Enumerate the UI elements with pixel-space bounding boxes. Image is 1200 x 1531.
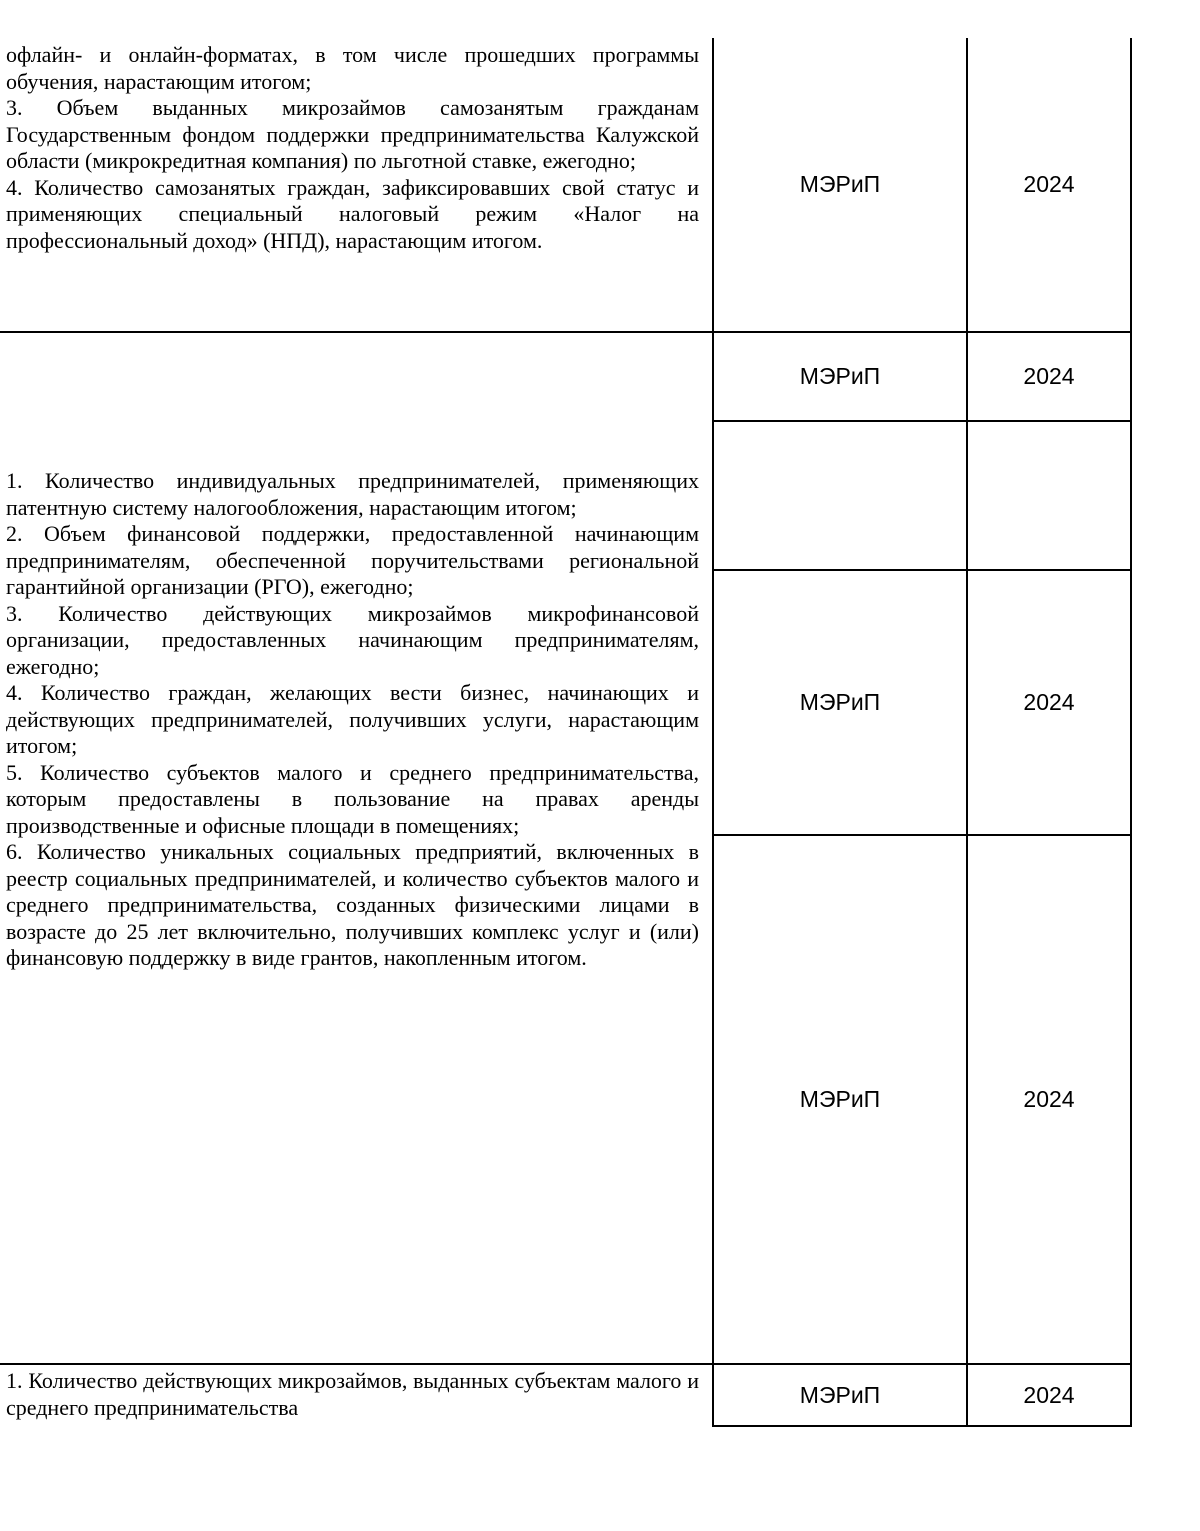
indicator-item: 1. Количество индивидуальных предпринимателей, применяющих патентную систему налогообложения, нарастающим итогом;	[6, 468, 699, 520]
executor-cell: МЭРиП	[799, 689, 881, 715]
indicator-item: 3. Объем выданных микрозаймов самозанятым гражданам Государственным фондом поддержки предпринимательства Калужской области (микрокредитная компания) по льготной ставке, ежегодно;	[6, 95, 699, 173]
indicators-block-1	[6, 42, 699, 254]
year-cell: 2024	[1023, 171, 1075, 197]
executor-cell: МЭРиП	[799, 363, 881, 389]
indicator-item: 1. Количество действующих микрозаймов, выданных субъектам малого и среднего предпринимательства	[6, 1368, 699, 1420]
year-cell	[968, 422, 1130, 569]
indicator-item: офлайн- и онлайн-форматах, в том числе прошедших программы обучения, нарастающим итогом;	[6, 42, 699, 94]
executor-cell: МЭРиП	[799, 1381, 881, 1408]
executor-cell: МЭРиП	[799, 1086, 881, 1112]
year-cell: 2024	[1023, 1381, 1075, 1408]
indicators-block-3	[6, 1368, 699, 1421]
row-divider	[712, 1425, 1132, 1427]
year-cell: 2024	[1023, 1086, 1075, 1112]
indicator-item: 5. Количество субъектов малого и среднего предпринимательства, которым предоставлены в пользование на правах аренды производственные и офисные площади в помещениях;	[6, 759, 699, 838]
executor-cell	[714, 422, 966, 569]
indicator-item: 6. Количество уникальных социальных предприятий, включенных в реестр социальных предпринимателей, и количество субъектов малого и среднего предпринимательства, созданных физическими лицами в возрасте до 25 лет включительно, получивших комплекс услуг и (или) финансовую поддержку в виде грантов, накопленным итогом.	[6, 839, 699, 970]
year-cell: 2024	[1023, 363, 1075, 389]
year-cell: 2024	[1023, 689, 1075, 715]
indicator-item: 2. Объем финансовой поддержки, предоставленной начинающим предпринимателям, обеспеченной поручительствами региональной гарантийной организации (РГО), ежегодно;	[6, 521, 699, 599]
indicator-item: 4. Количество граждан, желающих вести бизнес, начинающих и действующих предпринимателей, получивших услуги, нарастающим итогом;	[6, 680, 699, 758]
executor-cell: МЭРиП	[799, 171, 881, 197]
indicator-item: 4. Количество самозанятых граждан, зафиксировавших свой статус и применяющих специальный налоговый режим «Налог на профессиональный доход» (НПД), нарастающим итогом.	[6, 174, 699, 253]
indicator-item: 3. Количество действующих микрозаймов микрофинансовой организации, предоставленных начинающим предпринимателям, ежегодно;	[6, 600, 699, 679]
indicators-block-2	[6, 468, 699, 972]
column-divider-3	[1130, 38, 1132, 1427]
